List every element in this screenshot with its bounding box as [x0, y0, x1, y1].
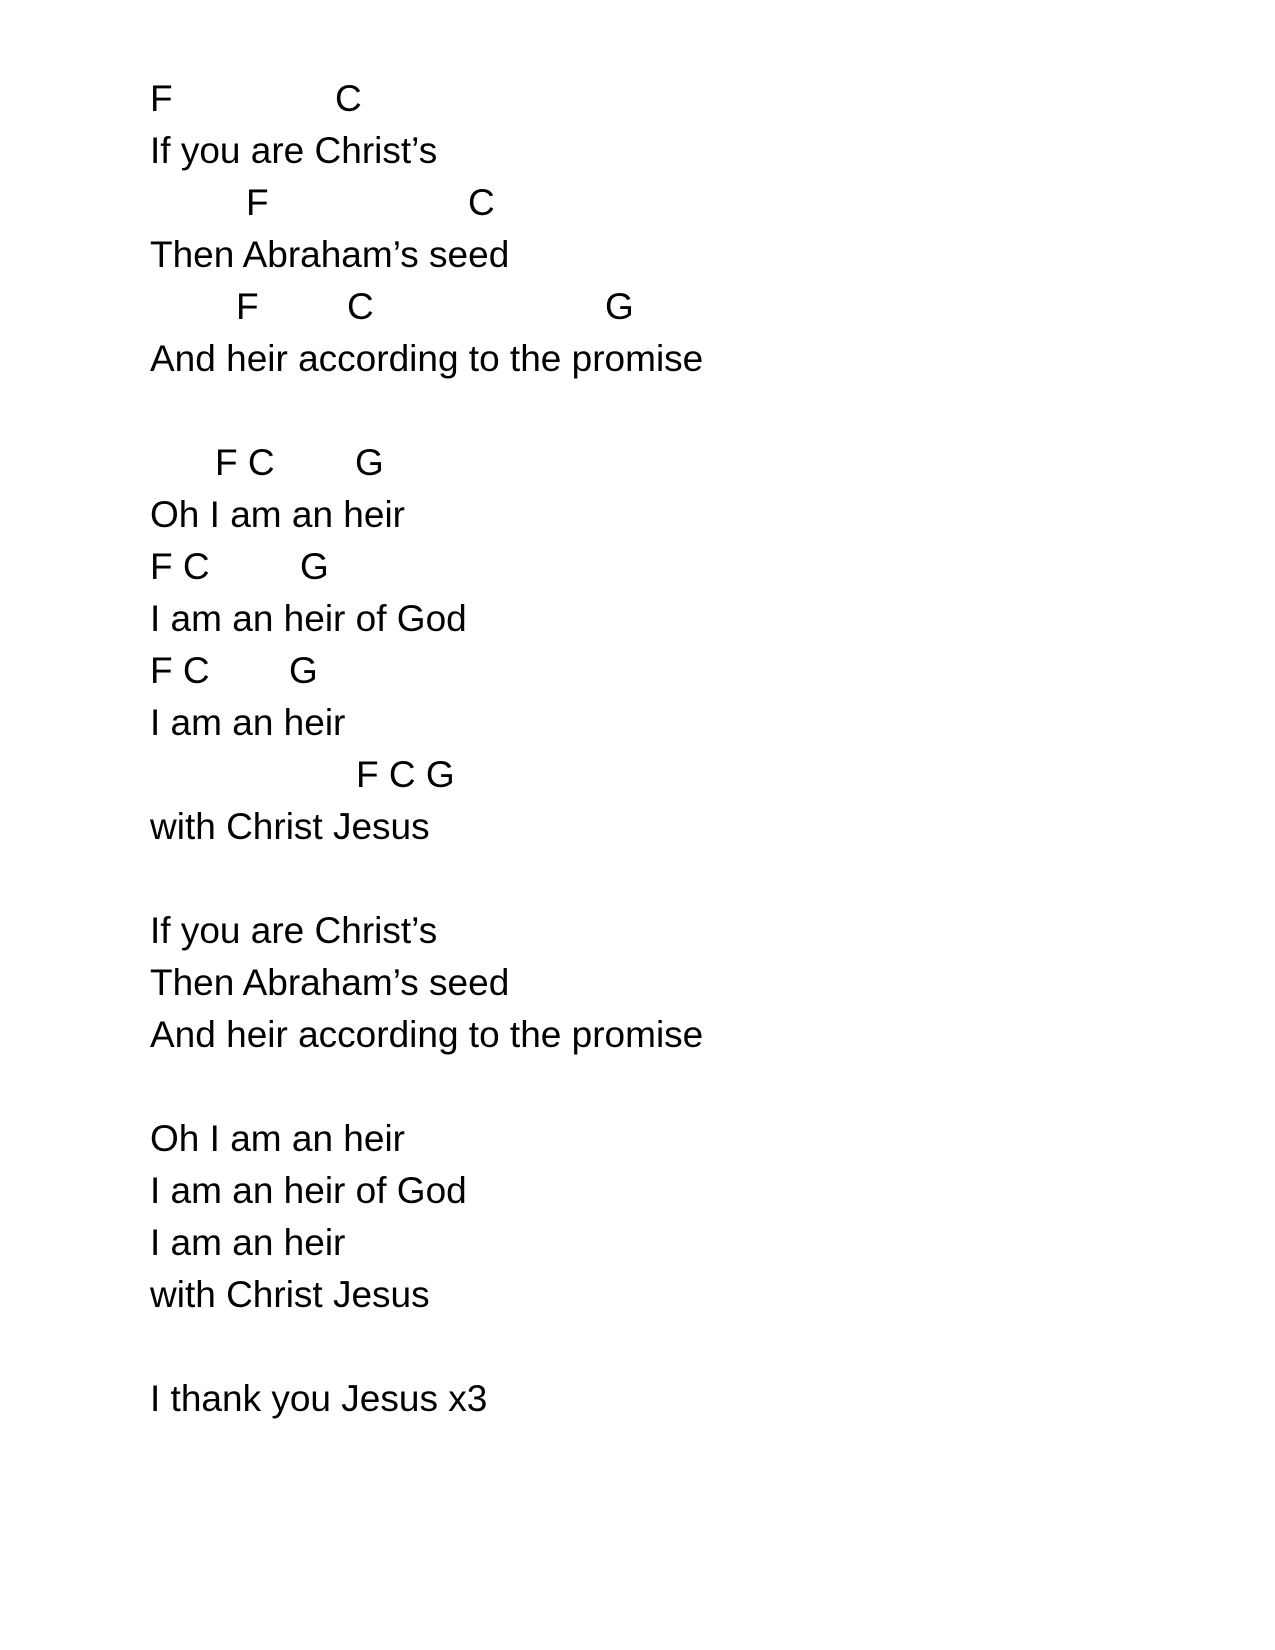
lyric-line: I am an heir of God	[150, 1170, 467, 1211]
lyric-line: with Christ Jesus	[150, 1274, 430, 1315]
chord: F	[150, 78, 173, 119]
lyric-line: Then Abraham’s seed	[150, 234, 510, 275]
chord: F C	[150, 546, 210, 587]
lyric-line: Oh I am an heir	[150, 494, 406, 535]
lyric-line: And heir according to the promise	[150, 338, 704, 379]
chord: C	[468, 182, 495, 223]
chord-line	[150, 176, 1150, 230]
chord: C	[347, 286, 374, 327]
chord: G	[289, 650, 318, 691]
chord: G	[355, 442, 384, 483]
lyric-line: I am an heir of God	[150, 598, 467, 639]
chord-line	[150, 72, 1150, 126]
chord-line	[150, 436, 1150, 490]
lyric-line: If you are Christ’s	[150, 910, 438, 951]
chord: F C	[150, 650, 210, 691]
chord: C	[335, 78, 362, 119]
chord-line	[150, 748, 1150, 802]
chord: G	[605, 286, 634, 327]
outro-line: I thank you Jesus x3	[150, 1378, 488, 1419]
chord-line	[150, 280, 1150, 334]
lyric-line: Oh I am an heir	[150, 1118, 406, 1159]
chord: F	[236, 286, 259, 327]
chord: F	[246, 182, 269, 223]
chord: F C G	[356, 754, 455, 795]
lyric-line: I am an heir	[150, 702, 346, 743]
lyric-line: If you are Christ’s	[150, 130, 438, 171]
lyric-line: I am an heir	[150, 1222, 346, 1263]
chord: F C	[215, 442, 275, 483]
lyric-line: Then Abraham’s seed	[150, 962, 510, 1003]
chord: G	[300, 546, 329, 587]
chord-line	[150, 644, 1150, 698]
chord-line	[150, 540, 1150, 594]
lyric-line: with Christ Jesus	[150, 806, 430, 847]
lyric-line: And heir according to the promise	[150, 1014, 704, 1055]
